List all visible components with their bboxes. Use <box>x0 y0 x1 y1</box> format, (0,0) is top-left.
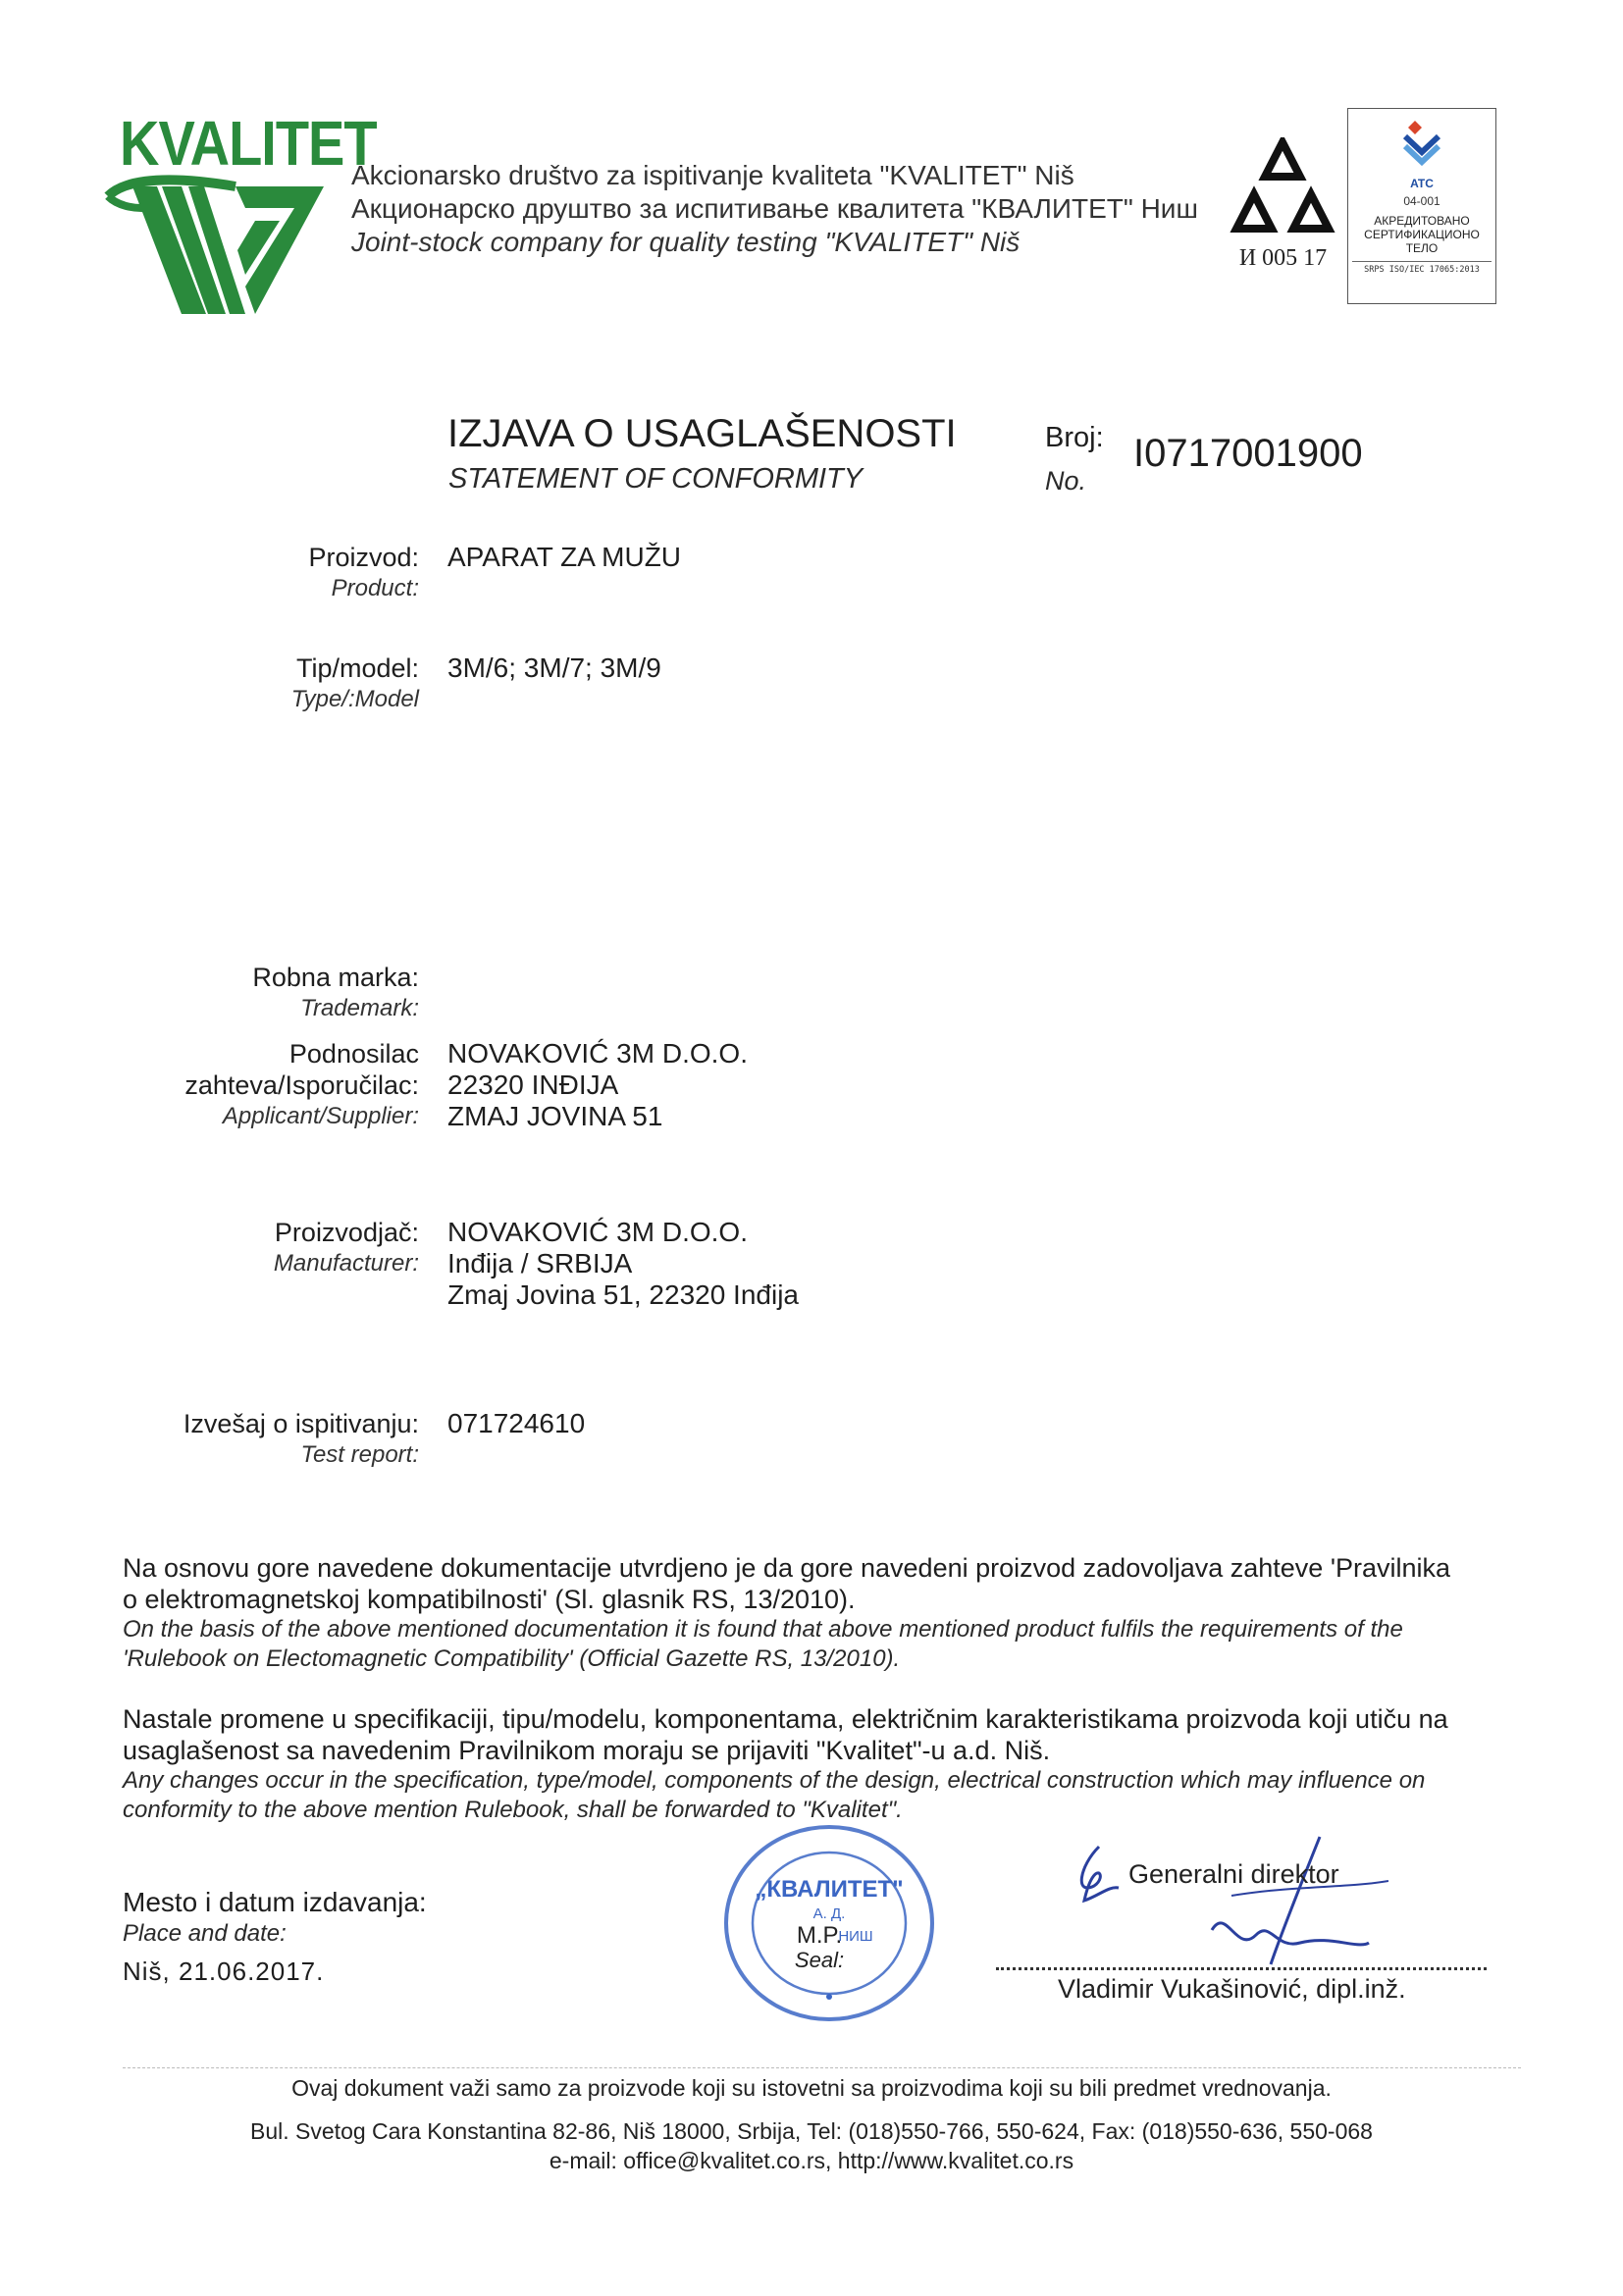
trademark-label-sr: Robna marka: <box>252 963 419 992</box>
footer-address: Bul. Svetog Cara Konstantina 82-86, Niš 18000, Srbija, Tel: (018)550-766, 550-624, Fax: (018)550-636, 550-068 <box>250 2118 1373 2144</box>
type-model-value: 3M/6; 3M/7; 3M/9 <box>447 652 661 683</box>
applicant-label <box>184 1038 419 1131</box>
changes-notice <box>123 1703 1506 1825</box>
applicant-label-en: Applicant/Supplier: <box>222 1103 419 1129</box>
document-number: I0717001900 <box>1133 432 1363 475</box>
manufacturer-city: Inđija / SRBIJA <box>447 1248 633 1278</box>
kvalitet-logo <box>98 106 377 317</box>
company-name-sr-cyrillic: Акционарско друштво за испитивање квалитета "КВАЛИТЕТ" Ниш <box>351 193 1198 224</box>
manufacturer-value <box>447 1217 799 1311</box>
test-report-value: 071724610 <box>447 1408 586 1438</box>
atc-accreditation-text <box>1348 214 1495 255</box>
changes-en-line-1: Any changes occur in the specification, type/model, components of the design, electrical construction which may influence on <box>123 1767 1426 1794</box>
director-title: Generalni direktor <box>1128 1859 1339 1889</box>
document-subtitle: STATEMENT OF CONFORMITY <box>448 463 864 495</box>
conformity-sr-line-2: o elektromagnetskoj kompatibilnosti' (Sl. glasnik RS, 13/2010). <box>123 1585 856 1614</box>
conformity-en-line-1: On the basis of the above mentioned documentation it is found that above mentioned product fulfils the requirements of the <box>123 1616 1403 1643</box>
director-signature <box>1065 1827 1388 1974</box>
atc-name: ATC <box>1410 177 1434 190</box>
atc-logo-icon <box>1397 117 1446 166</box>
manufacturer-label-en: Manufacturer: <box>273 1250 419 1277</box>
company-name-en: Joint-stock company for quality testing "KVALITET" Niš <box>351 227 1021 257</box>
test-report-label-sr: Izvešaj o ispitivanju: <box>183 1409 419 1438</box>
trademark-label <box>252 962 419 1023</box>
director-name: Vladimir Vukašinović, dipl.inž. <box>1058 1974 1406 2004</box>
seal-ad-text: А. Д. <box>812 1905 846 1922</box>
footer-divider <box>123 2067 1521 2068</box>
changes-sr-line-1: Nastale promene u specifikaciji, tipu/modelu, komponentama, električnim karakteristikama proizvoda koji utiču na <box>123 1704 1448 1734</box>
document-title: IZJAVA O USAGLAŠENOSTI <box>447 412 957 455</box>
applicant-label-line-2: zahteva/Isporučilac: <box>184 1070 419 1100</box>
changes-sr-line-2: usaglašenost sa navedenim Pravilnikom moraju se prijaviti "Kvalitet"-u a.d. Niš. <box>123 1736 1051 1765</box>
seal-nis-text: НИШ <box>838 1928 873 1945</box>
type-model-label-sr: Tip/model: <box>295 653 419 683</box>
company-name-sr-latin: Akcionarsko društvo za ispitivanje kvaliteta "KVALITET" Niš <box>351 160 1074 190</box>
footer-validity-note: Ovaj dokument važi samo za proizvode koji su istovetni sa proizvodima koji su bili predmet vrednovanja. <box>291 2075 1332 2101</box>
manufacturer-label-sr: Proizvodjač: <box>274 1218 419 1247</box>
manufacturer-street: Zmaj Jovina 51, 22320 Inđija <box>447 1279 799 1310</box>
product-label-sr: Proizvod: <box>308 543 419 572</box>
trademark-label-en: Trademark: <box>300 995 419 1021</box>
footer-contact: e-mail: office@kvalitet.co.rs, http://www.kvalitet.co.rs <box>549 2148 1074 2173</box>
atc-line-2: СЕРТИФИКАЦИОНО <box>1364 228 1480 241</box>
triangle-mark-icon <box>1227 137 1339 240</box>
company-names <box>351 159 1198 259</box>
conformity-sr-line-1: Na osnovu gore navedene dokumentacije utvrdjeno je da gore navedeni proizvod zadovoljava zahteve 'Pravilnika <box>123 1553 1451 1583</box>
product-label <box>308 542 419 603</box>
type-model-label-en: Type/:Model <box>290 686 419 712</box>
manufacturer-name: NOVAKOVIĆ 3M D.O.O. <box>447 1217 748 1247</box>
conformity-statement <box>123 1552 1506 1674</box>
atc-line-3: ТЕЛО <box>1405 241 1439 255</box>
manufacturer-label <box>274 1217 419 1278</box>
applicant-label-line-1: Podnosilac <box>288 1039 419 1069</box>
number-label: Broj: <box>1045 422 1104 453</box>
kvalitet-emblem-icon <box>98 167 334 319</box>
atc-number: 04-001 <box>1403 194 1440 208</box>
issue-place-date-label-en: Place and date: <box>123 1920 287 1947</box>
number-label-en: No. <box>1045 466 1087 496</box>
certification-mark <box>1227 137 1339 275</box>
product-label-en: Product: <box>331 575 419 601</box>
issue-place-date-label: Mesto i datum izdavanja: <box>123 1887 427 1917</box>
seal-label-text: Seal: <box>794 1948 845 1972</box>
applicant-street: ZMAJ JOVINA 51 <box>447 1101 663 1131</box>
applicant-name: NOVAKOVIĆ 3M D.O.O. <box>447 1038 748 1069</box>
seal-center-text: „КВАЛИТЕТ" <box>755 1876 904 1903</box>
test-report-label-en: Test report: <box>300 1441 419 1468</box>
atc-standard: SRPS ISO/IEC 17065:2013 <box>1352 261 1492 275</box>
company-seal <box>716 1820 942 2026</box>
signature-line <box>996 1967 1487 1970</box>
logo-wordmark: KVALITET <box>120 107 377 179</box>
conformity-en-line-2: 'Rulebook on Electomagnetic Compatibility' (Official Gazette RS, 13/2010). <box>123 1645 901 1672</box>
changes-en-line-2: conformity to the above mention Rulebook, shall be forwarded to "Kvalitet". <box>123 1797 903 1823</box>
certification-mark-code: И 005 17 <box>1238 245 1328 271</box>
applicant-value <box>447 1038 748 1132</box>
atc-accreditation-badge <box>1347 108 1496 304</box>
product-value: APARAT ZA MUŽU <box>447 542 682 572</box>
test-report-label <box>183 1408 419 1470</box>
issue-place-date-value: Niš, 21.06.2017. <box>123 1957 325 1986</box>
seal-mp-text: M.P. <box>796 1922 843 1949</box>
applicant-city: 22320 INĐIJA <box>447 1070 619 1100</box>
type-model-label <box>291 652 419 714</box>
atc-line-1: АКРЕДИТОВАНО <box>1374 214 1470 228</box>
